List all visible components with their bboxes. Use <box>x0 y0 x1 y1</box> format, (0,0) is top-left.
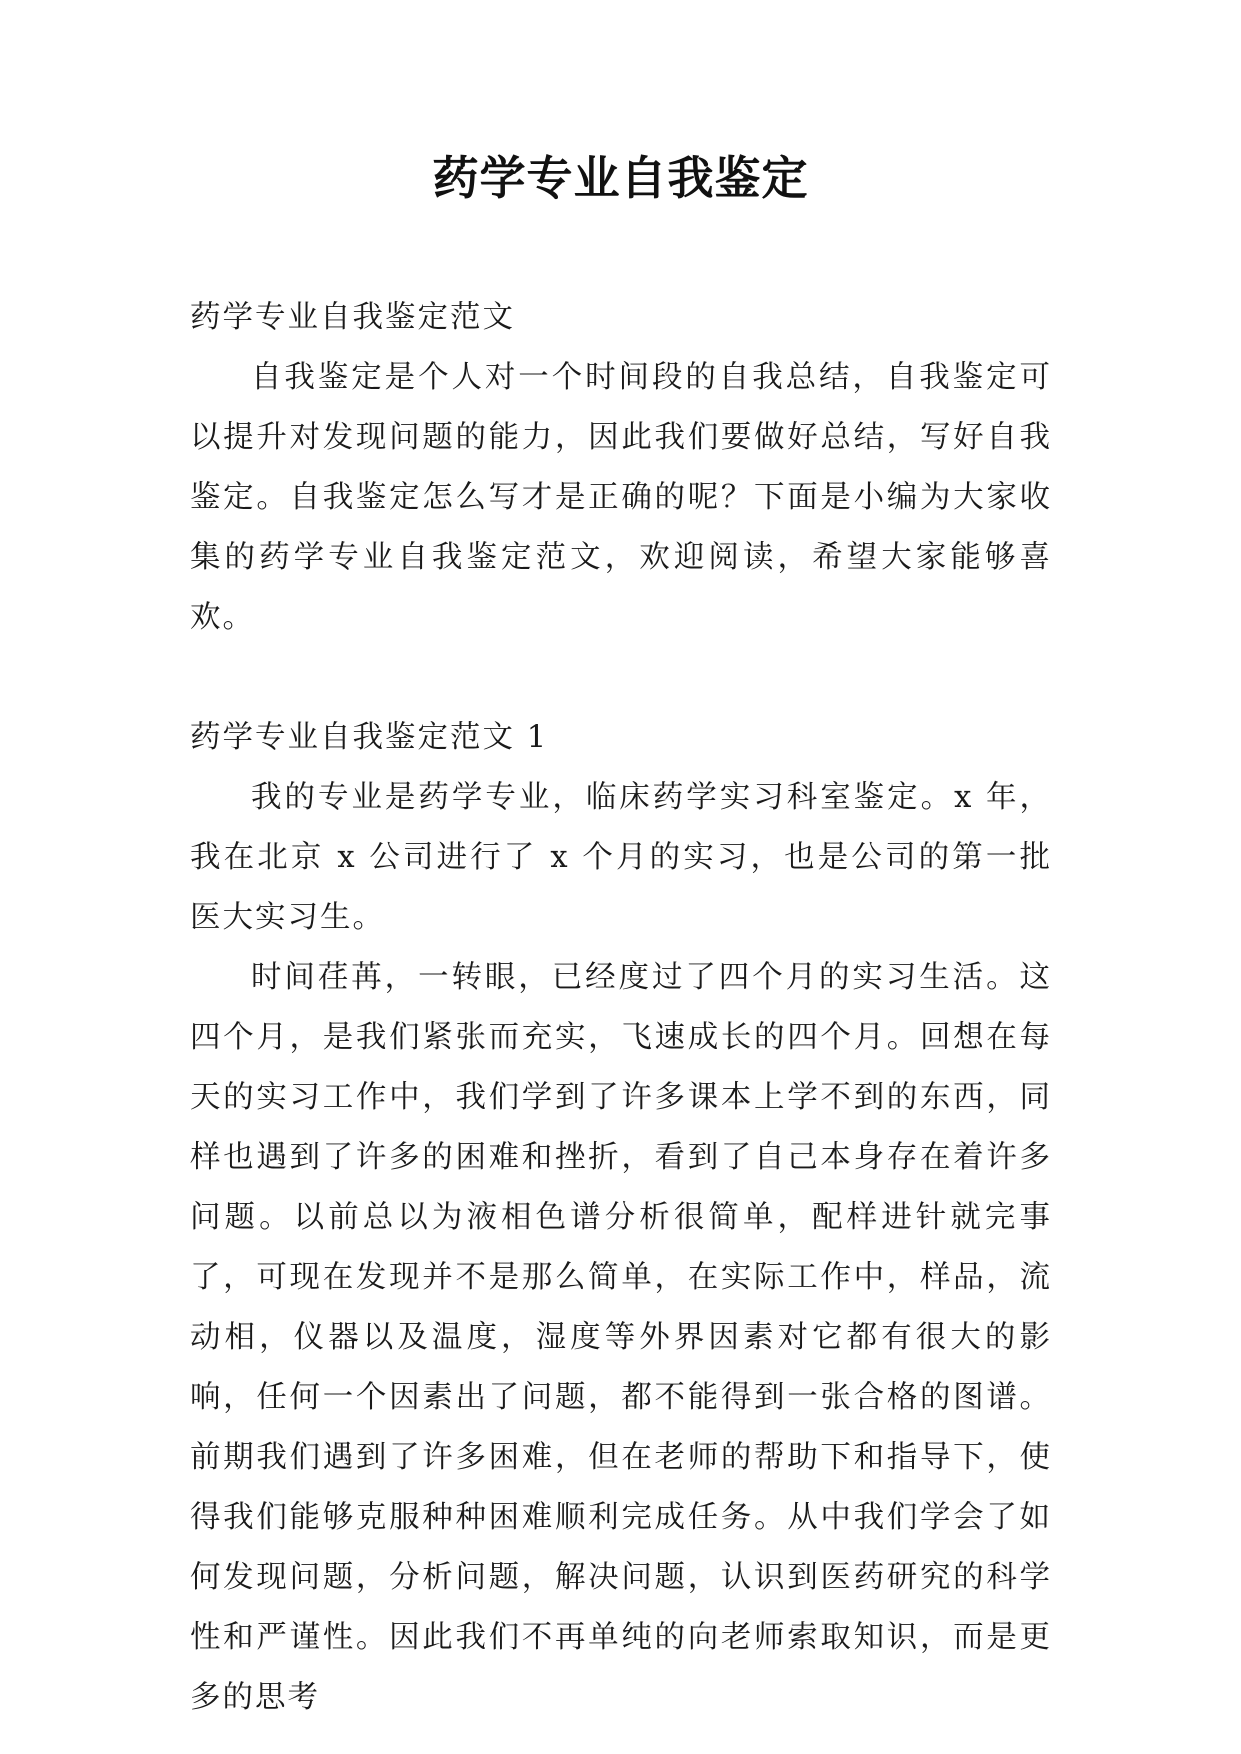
intro-paragraph: 自我鉴定是个人对一个时间段的自我总结，自我鉴定可以提升对发现问题的能力，因此我们要做好总结，写好自我鉴定。自我鉴定怎么写才是正确的呢？下面是小编为大家收集的药学专业自我鉴定范文，欢迎阅读，希望大家能够喜欢。 <box>190 360 1052 635</box>
section-heading-sample-1: 药学专业自我鉴定范文 1 <box>190 720 549 755</box>
section-heading-intro: 药学专业自我鉴定范文 <box>190 300 515 335</box>
document-title: 药学专业自我鉴定 <box>432 151 809 205</box>
paragraph-spacer <box>190 648 1052 708</box>
body-paragraph-1: 我的专业是药学专业，临床药学实习科室鉴定。x 年，我在北京 x 公司进行了 x 个月的实习，也是公司的第一批医大实习生。 <box>190 780 1052 935</box>
body-paragraph-2: 时间荏苒，一转眼，已经度过了四个月的实习生活。这四个月，是我们紧张而充实，飞速成长的四个月。回想在每天的实习工作中，我们学到了许多课本上学不到的东西，同样也遇到了许多的困难和挫折，看到了自己本身存在着许多问题。以前总以为液相色谱分析很简单，配样进针就完事了，可现在发现并不是那么简单，在实际工作中，样品，流动相，仪器以及温度，湿度等外界因素对它都有很大的影响，任何一个因素出了问题，都不能得到一张合格的图谱。前期我们遇到了许多困难，但在老师的帮助下和指导下，使得我们能够克服种种困难顺利完成任务。从中我们学会了如何发现问题，分析问题，解决问题，认识到医药研究的科学性和严谨性。因此我们不再单纯的向老师索取知识，而是更多的思考 <box>190 960 1052 1715</box>
document-body <box>190 288 1052 1728</box>
